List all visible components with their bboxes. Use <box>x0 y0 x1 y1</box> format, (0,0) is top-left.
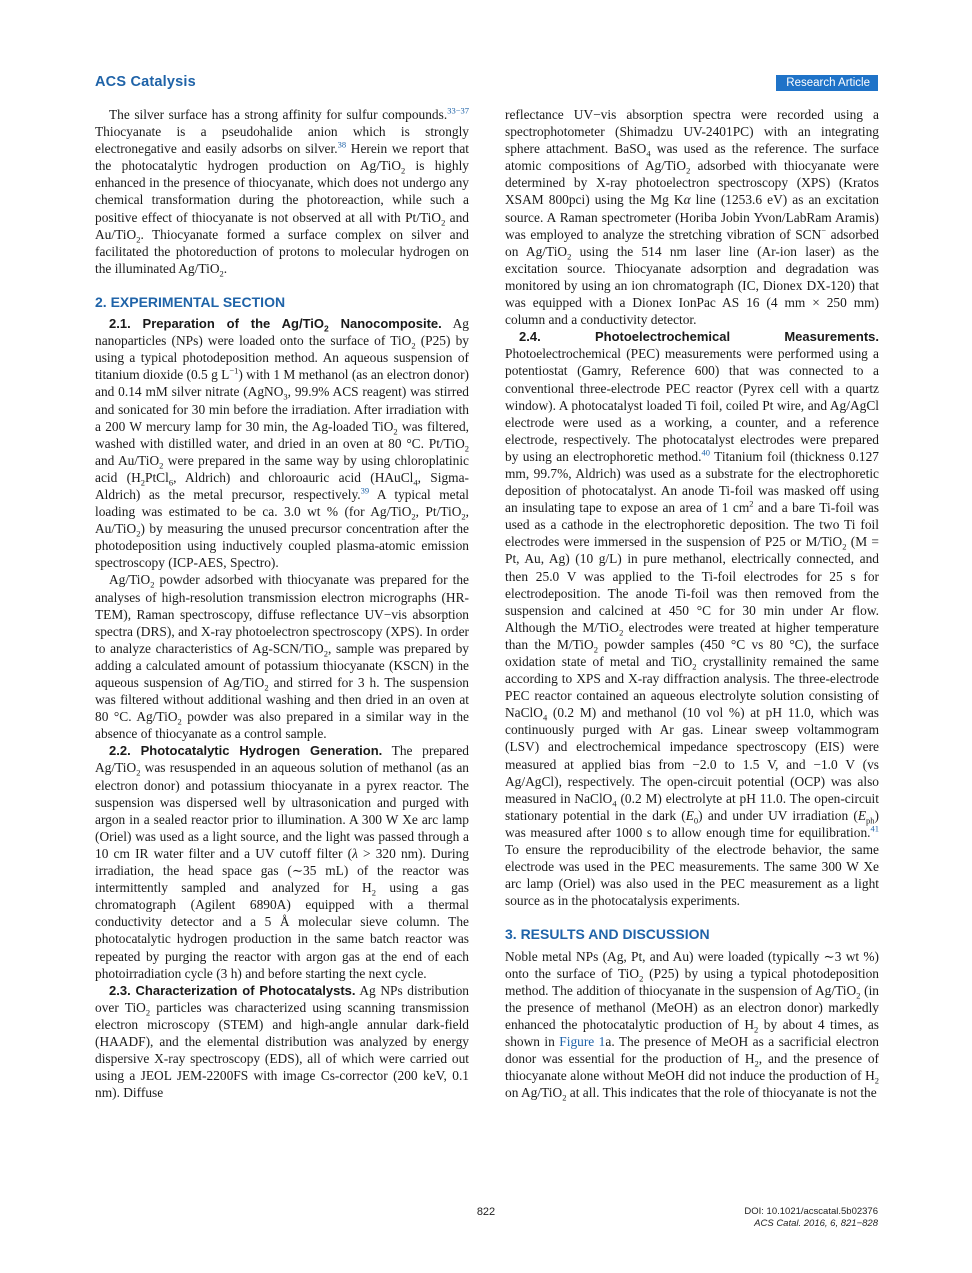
subsection-2-2: 2.2. Photocatalytic Hydrogen Generation. The prepared Ag/TiO$_2$ was resuspended in an aqueous solution of methanol (as an electron donor) and potassium thiocyanate in a pyrex reactor. The suspension was dispersed well by ultrasonication and purged with argon in a sealed reactor prior to illumination. A 300 W Xe arc lamp (Oriel) was used as a light source, and the light was passed through a 10 cm IR water filter and a UV cutoff filter (λ > 320 nm). During irradiation, the head space gas (∼35 mL) of the reactor was intermittently sampled and analyzed for $H_2$ using a gas chromatograph (Agilent 6890A) equipped with a thermal conductivity detector and a 5 Å molecular sieve column. The photocatalytic hydrogen production in the same batch reactor was repeated by purging the reactor with argon gas at the end of each photoirradiation cycle (3 h) and before starting the next cycle. <box>95 743 470 981</box>
journal-citation: ACS Catal. 2016, 6, 821−828 <box>754 1218 878 1229</box>
subsection-title: 2.2. Photocatalytic Hydrogen Generation. <box>109 743 383 759</box>
section-heading-experimental: 2. EXPERIMENTAL SECTION <box>95 293 286 310</box>
results-paragraph: Noble metal NPs (Ag, Pt, and Au) were loaded (typically ∼3 wt %) onto the surface of TiO$_2$ (P25) by using a typical photodeposition method. The addition of thiocyanate in the suspension of Ag/TiO$_2$ (in the presence of methanol (MeOH) as an electron donor) markedly enhanced the photocatalytic production of $H_2$ by about 4 times, as shown in Figure 1a. The presence of MeOH as a sacrificial electron donor was essential for the production of $H_2$, and the presence of thiocyanate alone without MeOH did not induce the production of $H_2$ on Ag/TiO$_2$ at all. This indicates that the role of thiocyanate is not the <box>505 948 880 1103</box>
citation-link[interactable]: 39 <box>360 485 370 496</box>
subsection-2-1: 2.1. Preparation of the Ag/TiO$_2$ Nanocomposite. Ag nanoparticles (NPs) were loaded onto the surface of TiO$_2$ (P25) by using a typical photodeposition method. An aqueous suspension of titanium dioxide (0.5 g $L^{-1}$) with 1 M methanol (as an electron donor) and 0.14 mM silver nitrate (AgNO$_3$, 99.9% ACS reagent) was stirred and sonicated for 30 min before the irradiation. After irradiation with a 200 W mercury lamp for 30 min, the Ag-loaded TiO$_2$ was filtered, washed with distilled water, and dried in an oven at 80 °C. Pt/TiO$_2$ and Au/TiO$_2$ were prepared in the same way by using chloroplatinic acid ($H_2PtCl_6$, Aldrich) and chloroauric acid (HAuCl$_4$, Sigma-Aldrich) as the metal precursor, respectively.$^{39}$ A typical metal loading was estimated to be ca. 3.0 wt % (for Ag/TiO$_2$, Pt/TiO$_2$, Au/TiO$_2$) by measuring the unused precursor concentration after the photodeposition using inductively coupled plasma-atomic emission spectroscopy (ICP-AES, Spectro). <box>95 316 470 571</box>
article-type-badge: Research Article <box>776 75 878 91</box>
section-heading-results: 3. RESULTS AND DISCUSSION <box>505 926 710 943</box>
citation-link[interactable]: 41 <box>870 823 879 834</box>
citation-link[interactable]: 38 <box>337 139 347 150</box>
subsection-title: 2.3. Characterization of Photocatalysts. <box>109 982 356 998</box>
figure-1-link[interactable]: Figure 1 <box>559 1033 606 1049</box>
paragraph-ag-tio2-powder: Ag/TiO$_2$ powder adsorbed with thiocyanate was prepared for the analyses of high-resolution transmission electron micrographs (HR-TEM), Raman spectroscopy, diffuse reflectance UV−vis absorption spectra (DRS), and X-ray photoelectron spectroscopy (XPS). In order to analyze characteristics of Ag-SCN/TiO$_2$, sample was prepared by adding a calculated amount of potassium thiocyanate (KSCN) in the aqueous suspension of Ag/TiO$_2$ and stirred for 3 h. The suspension was filtered without additional washing and then dried in an oven at 80 °C. Ag/TiO$_2$ powder was also prepared in a similar way in the absence of thiocyanate as a control sample. <box>95 572 469 742</box>
page-header <box>95 74 878 92</box>
subsection-title: 2.4. Photoelectrochemical Measurements. <box>519 329 879 345</box>
subsection-2-4: 2.4. Photoelectrochemical Measurements. Photoelectrochemical (PEC) measurements were performed using a potentiostat (Gamry, Reference 600) that was connected to a conventional three-electrode PEC reactor (Pyrex cell with a quartz window). A photocatalyst loaded Ti foil, coiled Pt wire, and Ag/AgCl electrode were used as a working, a counter, and a reference electrode, respectively. The photocatalyst electrodes were prepared by using an electrophoretic method.$^{40}$ Titanium foil (thickness 0.127 mm, 99.7%, Aldrich) was used as a substrate for the electrophoretic deposition of photocatalyst. An anode Ti-foil was masked off using an insulating tape to expose an area of 1 $cm^2$ and a bare Ti-foil was used as a cathode in the electrophoretic deposition. The two Ti foil electrodes were immersed in the suspension of P25 or M/TiO$_2$ (M = Pt, Au, Ag) (10 g/L) in pure methanol, electrically connected, and then 25.0 V was applied to the Ti-foil electrodes for 25 s for electrodeposition. The anode Ti-foil was then removed from the suspension and calcined at 450 °C for 30 min under Ar flow. Although the M/TiO$_2$ electrodes were treated at higher temperature than the M/TiO$_2$ powder samples (450 °C vs 80 °C), the surface oxidation state of metal and TiO$_2$ crystallinity remained the same according to XPS and X-ray diffraction analysis. The three-electrode PEC reactor contained an aqueous electrolyte solution consisting of NaClO$_4$ (0.2 M) and methanol (10 vol %) at pH 11.0, which was continuously purged with Ar gas. Linear sweep voltammogram (LSV) and electrochemical impedance spectroscopy (EIS) were measured at applied bias from −2.0 to 1.5 V, and −1.0 V (vs Ag/AgCl), respectively. The open-circuit potential (OCP) was also measured in NaClO$_4$ (0.2 M) electrolyte at pH 11.0. The open-circuit stationary potential in the dark $(E_0)$ and under UV irradiation $(E_{ph})$ was measured after 1000 s to allow enough time for equilibration.$^{41}$ To ensure the reproducibility of the electrode behavior, the same electrode was used in the PEC measurements. The same 300 W Xe arc lamp (Oriel) was also used in the PEC measurement as a light source as in the photocatalysis experiments. <box>505 329 880 909</box>
journal-title[interactable]: ACS Catalysis <box>95 74 196 90</box>
subsection-title: 2.1. Preparation of the Ag/TiO$_2$ Nanocomposite. <box>109 316 442 334</box>
doi-link[interactable]: DOI: 10.1021/acscatal.5b02376 <box>744 1206 878 1217</box>
left-column <box>95 106 469 1101</box>
paragraph-characterization-cont: reflectance UV−vis absorption spectra were recorded using a spectrophotometer (Shimadzu UV-2401PC) with an integrating sphere attachment. BaSO$_4$ was used as the reference. The surface atomic compositions of Ag/TiO$_2$ adsorbed with thiocyanate were determined by X-ray photoelectron spectroscopy (XPS) (Kratos XSAM 800pci) using the Mg Kα line (1253.6 eV) as an excitation source. A Raman spectrometer (Horiba Jobin Yvon/LabRam Aramis) was employed to analyze the stretching vibration of SCN− adsorbed on Ag/TiO$_2$ using the 514 nm laser line (Ar-ion laser) as the excitation source. Thiocyanate adsorption and degradation was monitored by using an ion chromatograph (IC, Dionex DX-120) that was equipped with a Dionex IonPac AS 16 (4 mm × 250 mm) column and a conductivity detector. <box>505 107 879 328</box>
footer-citation <box>744 1206 878 1230</box>
citation-link[interactable]: 40 <box>701 447 710 458</box>
intro-paragraph: The silver surface has a strong affinity for sulfur compounds.$^{33-37}$ Thiocyanate is a pseudohalide anion which is strongly electronegative and easily adsorbs on silver.$^{38}$ Herein we report that the photocatalytic hydrogen production on Ag/TiO$_2$ is highly enhanced in the presence of thiocyanate, which does not undergo any chemical transformation during the photoreaction, while such a positive effect of thiocyanate is not observed at all with Pt/TiO$_2$ and Au/TiO$_2$. Thiocyanate formed a surface complex on silver and facilitated the photoreduction of protons to molecular hydrogen on the illuminated Ag/TiO$_2$. <box>95 105 469 279</box>
right-column <box>505 106 879 1101</box>
subsection-2-3: 2.3. Characterization of Photocatalysts. Ag NPs distribution over TiO$_2$ particles was characterized using scanning transmission electron microscopy (STEM) and high-angle annular dark-field (HAADF), and the elemental distribution was analyzed by energy dispersive X-ray spectroscopy (EDS), all of which were carried out using a JEOL JEM-2200FS with image Cs-corrector (200 keV, 0.1 nm). Diffuse <box>95 982 470 1101</box>
page-number: 822 <box>476 1206 496 1218</box>
citation-link[interactable]: 33−37 <box>447 105 469 116</box>
